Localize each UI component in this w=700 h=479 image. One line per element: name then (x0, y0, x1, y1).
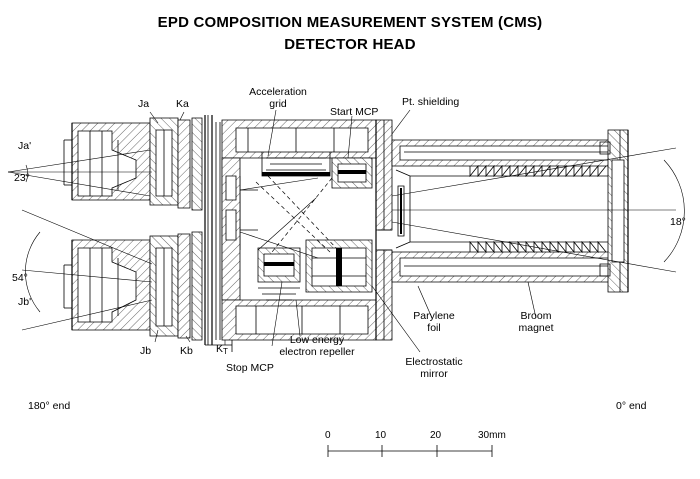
main-body-housing (222, 120, 392, 340)
label-acceleration-grid: Acceleration grid (249, 86, 307, 110)
scale-tick-0: 0 (325, 430, 331, 441)
figure-title-line-2: DETECTOR HEAD (284, 36, 416, 53)
scale-bar (328, 445, 492, 457)
label-jb: Jb (140, 345, 152, 357)
label-start-mcp: Start MCP (330, 106, 379, 118)
label-electrostatic-mirror: Electrostatic mirror (405, 356, 463, 380)
label-parylene-foil: Parylene foil (413, 310, 455, 334)
label-kt-subscript: T (223, 347, 228, 356)
label-180-end: 180° end (28, 400, 71, 412)
label-stop-mcp: Stop MCP (226, 362, 274, 374)
scale-tick-10: 10 (375, 430, 387, 441)
label-broom-magnet: Broom magnet (518, 310, 554, 334)
label-low-energy-electron-repeller: Low energy electron repeller (279, 334, 355, 358)
label-angle-18: 18° (670, 216, 686, 228)
label-angle-54: 54° (12, 272, 28, 284)
figure-title-line-1: EPD COMPOSITION MEASUREMENT SYSTEM (CMS) (157, 14, 543, 31)
label-kt (216, 343, 228, 358)
label-kb: Kb (180, 345, 193, 357)
label-jb-prime: Jb' (18, 296, 32, 308)
label-ja: Ja (138, 98, 150, 110)
label-ja-prime: Ja' (18, 140, 32, 152)
left-aperture-housing (64, 123, 150, 330)
label-pt-shielding: Pt. shielding (402, 96, 460, 108)
broom-magnet-telescope (392, 130, 628, 292)
collimator-block (150, 115, 232, 352)
scale-tick-20: 20 (430, 430, 442, 441)
label-kt-main: K (216, 343, 224, 355)
label-ka: Ka (176, 98, 189, 110)
scale-tick-30mm: 30mm (478, 430, 506, 441)
label-angle-23: 23° (14, 172, 30, 184)
label-0-end: 0° end (616, 400, 647, 412)
